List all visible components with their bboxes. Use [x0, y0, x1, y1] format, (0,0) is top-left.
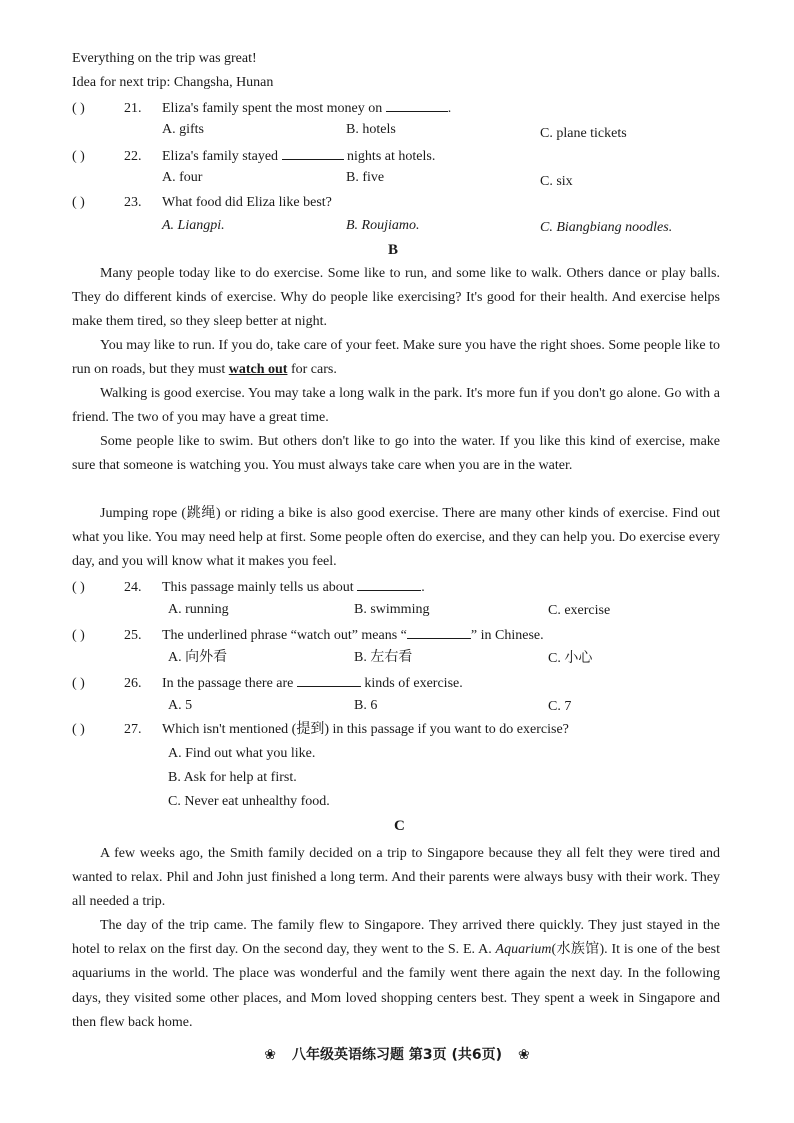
option-b: B. swimming — [354, 602, 430, 617]
question-text: Which isn't mentioned (提到) in this passage if you want to do exercise? — [162, 722, 569, 737]
question-24 — [72, 577, 425, 597]
section-c-heading: C — [394, 818, 405, 834]
answer-paren[interactable]: ( ) — [72, 101, 85, 116]
answer-blank — [357, 577, 421, 591]
option-a: A. 5 — [168, 698, 193, 713]
option-b: B. 6 — [354, 698, 378, 713]
underlined-phrase: watch out — [228, 362, 288, 378]
question-25 — [72, 625, 544, 645]
option-c: C. Biangbiang noodles. — [540, 220, 673, 235]
question-text: Eliza's family spent the most money on — [162, 101, 383, 116]
question-21 — [72, 98, 451, 118]
question-number: 22. — [124, 149, 142, 164]
option-c: C. Never eat unhealthy food. — [168, 794, 330, 809]
question-text-end: . — [421, 580, 425, 595]
option-b: B. hotels — [346, 122, 396, 137]
question-text: What food did Eliza like best? — [162, 195, 332, 210]
trip-summary-line: Everything on the trip was great! — [72, 51, 257, 66]
question-number: 26. — [124, 676, 142, 691]
answer-blank — [282, 146, 344, 160]
question-26 — [72, 673, 463, 693]
next-trip-line: Idea for next trip: Changsha, Hunan — [72, 75, 274, 90]
section-b-heading: B — [388, 242, 399, 258]
flower-ornament-icon: ❀ — [518, 1047, 530, 1063]
question-text: Eliza's family stayed — [162, 149, 279, 164]
question-text: The underlined phrase “watch out” means “ — [162, 628, 407, 643]
option-a: A. running — [168, 602, 229, 617]
passage-b-p1: Many people today like to do exercise. Some like to run, and some like to walk. Others dance or play balls. They do different kinds of exercise. Why do people like exercising? It's good for their health. And exercise helps make them tired, so they sleep better at night. — [72, 266, 720, 330]
page-footer — [0, 1044, 794, 1064]
passage-b-p3: Walking is good exercise. You may take a long walk in the park. It's more fun if you don't go alone. Go with a friend. The two of you may have a great time. — [72, 386, 720, 426]
passage-c-p2: The day of the trip came. The family flew to Singapore. They arrived there quickly. They just stayed in the hotel to relax on the first day. On the second day, they went to the S. E. A. Aquarium(水族馆). It is one of the best aquariums in the world. The place was wonderful and the family went there again the next day. In the following days, they visited some other places, and Mom loved shopping centers best. They spent a week in Singapore and then flew back home. — [72, 918, 721, 1030]
option-c: C. exercise — [548, 603, 611, 618]
passage-b-p5: Jumping rope (跳绳) or riding a bike is also good exercise. There are many other kinds of exercise. Find out what you like. You may need help at first. Some people often do exercise, and they can help you. Do exercise every day, and you will know what it makes you feel. — [72, 506, 720, 570]
question-27 — [72, 721, 569, 739]
passage-c-p1: A few weeks ago, the Smith family decided on a trip to Singapore because they all felt they were tired and wanted to relax. Phil and John just finished a long term. And their parents were always busy with their work. They all needed a trip. — [72, 846, 720, 910]
question-text-end: ” in Chinese. — [470, 628, 544, 643]
answer-paren[interactable]: ( ) — [72, 149, 85, 164]
question-number: 23. — [124, 195, 142, 210]
option-c: C. plane tickets — [540, 126, 627, 141]
option-b: B. Roujiamo. — [346, 218, 420, 233]
passage-b-p4: Some people like to swim. But others don't like to go into the water. If you like this kind of exercise, make sure that someone is watching you. You must always take care when you are in the water. — [72, 434, 720, 474]
question-text: In the passage there are — [162, 676, 294, 691]
question-number: 24. — [124, 580, 142, 595]
option-a: A. Find out what you like. — [168, 746, 316, 761]
question-23 — [72, 194, 332, 212]
question-number: 21. — [124, 101, 142, 116]
option-a: A. 向外看 — [168, 650, 228, 665]
option-b: B. Ask for help at first. — [168, 770, 297, 785]
question-text-end: kinds of exercise. — [364, 676, 463, 691]
option-c: C. 7 — [548, 699, 572, 714]
question-text-end: . — [447, 101, 452, 116]
passage-b-p2: You may like to run. If you do, take care of your feet. Make sure you have the right shoes. Some people like to run on roads, but they must watch out for cars. — [72, 338, 720, 378]
option-a: A. Liangpi. — [162, 218, 225, 233]
answer-paren[interactable]: ( ) — [72, 195, 85, 210]
answer-blank — [297, 673, 361, 687]
option-a: A. gifts — [162, 122, 204, 137]
question-number: 27. — [124, 722, 142, 737]
option-c: C. six — [540, 174, 573, 189]
option-a: A. four — [162, 170, 203, 185]
answer-paren[interactable]: ( ) — [72, 580, 85, 595]
option-b: B. five — [346, 170, 385, 185]
footer-text: 八年级英语练习题 第3页 (共6页) — [291, 1047, 503, 1063]
question-number: 25. — [124, 628, 142, 643]
option-b: B. 左右看 — [354, 650, 413, 665]
answer-paren[interactable]: ( ) — [72, 676, 85, 691]
flower-ornament-icon: ❀ — [264, 1047, 276, 1063]
answer-blank — [386, 98, 448, 112]
answer-paren[interactable]: ( ) — [72, 722, 85, 737]
answer-blank — [407, 625, 471, 639]
option-c: C. 小心 — [548, 651, 593, 666]
question-text-end: nights at hotels. — [347, 149, 436, 164]
question-text: This passage mainly tells us about — [162, 580, 354, 595]
question-22 — [72, 146, 435, 166]
answer-paren[interactable]: ( ) — [72, 628, 85, 643]
